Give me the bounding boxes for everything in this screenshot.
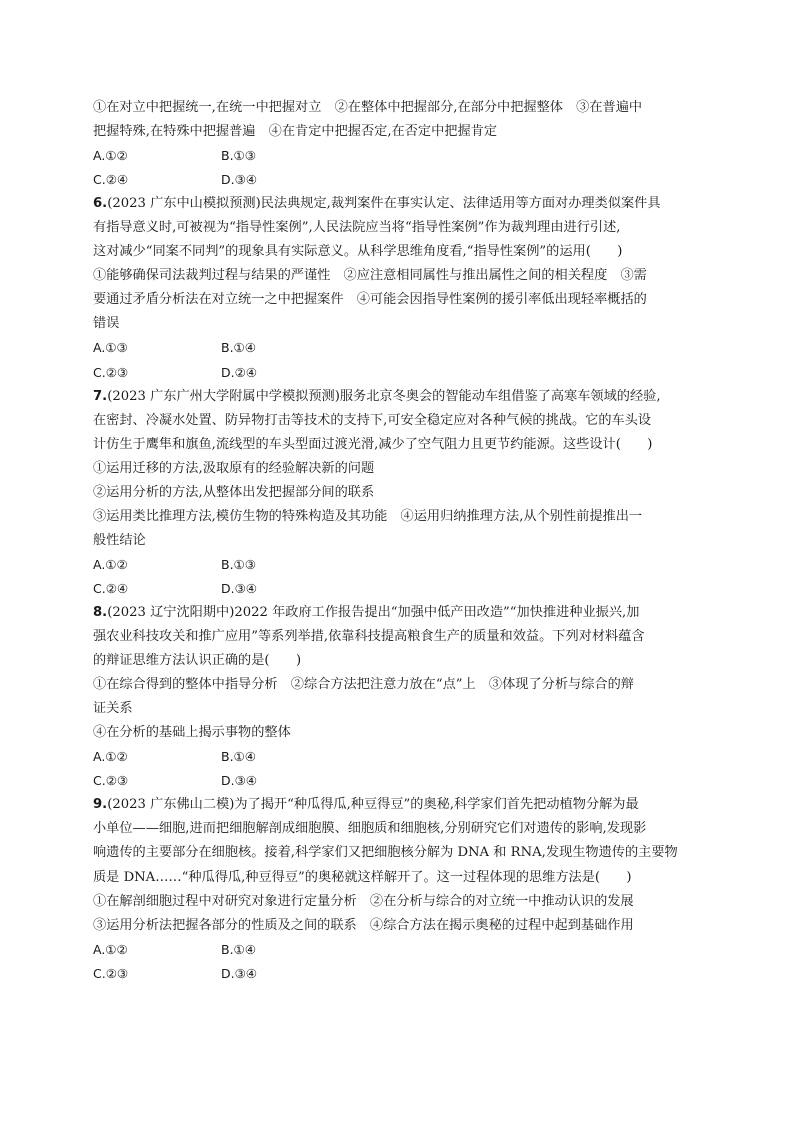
question-stem-line: 有指导意义时,可被视为“指导性案例”,人民法院应当将“指导性案例”作为裁判理由进行引述, xyxy=(93,220,621,236)
option-c[interactable]: C.②③ xyxy=(93,965,129,981)
option-c[interactable]: C.②④ xyxy=(93,172,129,188)
options-row xyxy=(93,144,703,168)
question-stem-line: 质是 DNA……“种瓜得瓜,种豆得豆”的奥秘就这样解开了。这一过程体现的思维方法是( ) xyxy=(93,869,632,885)
statement-line: 证关系 xyxy=(93,701,133,717)
options-row xyxy=(93,745,703,769)
option-c[interactable]: C.②④ xyxy=(93,580,129,596)
statement-line: ④在分析的基础上揭示事物的整体 xyxy=(93,725,291,741)
question-5-continuation xyxy=(93,96,703,192)
options-row xyxy=(93,769,703,793)
statement-line: ①能够确保司法裁判过程与结果的严谨性 ②应注意相同属性与推出属性之间的相关程度 ③需 xyxy=(93,268,647,284)
option-b[interactable]: B.①④ xyxy=(221,749,256,765)
question-number: 7. xyxy=(93,388,108,404)
question-9 xyxy=(93,793,703,985)
options-row xyxy=(93,336,703,360)
option-c[interactable]: C.②③ xyxy=(93,364,129,380)
options-row xyxy=(93,168,703,192)
option-a[interactable]: A.①② xyxy=(93,556,128,572)
statement-line: ①在解剖细胞过程中对研究对象进行定量分析 ②在分析与综合的对立统一中推动认识的发展 xyxy=(93,893,634,909)
question-8 xyxy=(93,601,703,793)
statement-line: 把握特殊,在特殊中把握普遍 ④在肯定中把握否定,在否定中把握肯定 xyxy=(93,124,498,140)
question-7 xyxy=(93,385,703,601)
option-a[interactable]: A.①③ xyxy=(93,340,128,356)
option-d[interactable]: D.③④ xyxy=(221,773,258,789)
option-b[interactable]: B.①④ xyxy=(221,340,256,356)
statement-line: ②运用分析的方法,从整体出发把握部分间的联系 xyxy=(93,484,375,500)
options-row xyxy=(93,938,703,962)
question-stem-line xyxy=(93,192,703,216)
question-stem: (2023 广东中山模拟预测)民法典规定,裁判案件在事实认定、法律适用等方面对办理类似案件具 xyxy=(107,196,661,212)
statement-line: ③运用分析法把握各部分的性质及之间的联系 ④综合方法在揭示奥秘的过程中起到基础作用 xyxy=(93,917,634,933)
statement-line: ①在综合得到的整体中指导分析 ②综合方法把注意力放在“点”上 ③体现了分析与综合的辩 xyxy=(93,677,634,693)
question-stem: (2023 辽宁沈阳期中)2022 年政府工作报告提出“加强中低产田改造”“加快推进种业振兴,加 xyxy=(107,604,640,620)
question-stem-line: 小单位——细胞,进而把细胞解剖成细胞膜、细胞质和细胞核,分别研究它们对遗传的影响,发现影 xyxy=(93,821,647,837)
option-a[interactable]: A.①② xyxy=(93,148,128,164)
question-stem-line xyxy=(93,385,703,409)
question-6 xyxy=(93,192,703,384)
question-page xyxy=(93,96,703,986)
option-c[interactable]: C.②③ xyxy=(93,773,129,789)
statement-line: 般性结论 xyxy=(93,532,146,548)
statement-line: ①运用迁移的方法,汲取原有的经验解决新的问题 xyxy=(93,460,375,476)
statement-line: ③运用类比推理方法,模仿生物的特殊构造及其功能 ④运用归纳推理方法,从个别性前提推出一 xyxy=(93,508,643,524)
statement-line: 要通过矛盾分析法在对立统一之中把握案件 ④可能会因指导性案例的援引率低出现轻率概括的 xyxy=(93,292,647,308)
option-d[interactable]: D.③④ xyxy=(221,580,258,596)
question-stem: (2023 广东广州大学附属中学模拟预测)服务北京冬奥会的智能动车组借鉴了高寒车领域的经验, xyxy=(107,388,661,404)
question-stem-line: 的辩证思维方法认识正确的是( ) xyxy=(93,653,302,669)
options-row xyxy=(93,577,703,601)
option-d[interactable]: D.③④ xyxy=(221,965,258,981)
options-row xyxy=(93,962,703,986)
option-a[interactable]: A.①② xyxy=(93,941,128,957)
options-row xyxy=(93,361,703,385)
question-stem: (2023 广东佛山二模)为了揭开“种瓜得瓜,种豆得豆”的奥秘,科学家们首先把动植物分解为最 xyxy=(107,797,639,813)
question-number: 9. xyxy=(93,797,108,813)
question-stem-line xyxy=(93,601,703,625)
question-stem-line: 计仿生于鹰隼和旗鱼,流线型的车头型面过渡光滑,减少了空气阻力且更节约能源。这些设计( ) xyxy=(93,436,653,452)
option-d[interactable]: D.②④ xyxy=(221,364,258,380)
option-d[interactable]: D.③④ xyxy=(221,172,258,188)
options-row xyxy=(93,553,703,577)
question-stem-line xyxy=(93,793,703,817)
question-stem-line: 在密封、冷凝水处置、防异物打击等技术的支持下,可安全稳定应对各种气候的挑战。它的车头设 xyxy=(93,412,652,428)
option-b[interactable]: B.①③ xyxy=(221,148,256,164)
question-number: 6. xyxy=(93,196,108,212)
option-b[interactable]: B.①③ xyxy=(221,556,256,572)
statement-line: ①在对立中把握统一,在统一中把握对立 ②在整体中把握部分,在部分中把握整体 ③在普遍中 xyxy=(93,100,643,115)
statement-line: 错误 xyxy=(93,316,120,332)
question-stem-line: 响遗传的主要部分在细胞核。接着,科学家们又把细胞核分解为 DNA 和 RNA,发现生物遗传的主要物 xyxy=(93,845,678,861)
question-stem-line: 这对减少“同案不同判”的现象具有实际意义。从科学思维角度看,“指导性案例”的运用( ) xyxy=(93,244,623,260)
question-number: 8. xyxy=(93,604,108,620)
option-b[interactable]: B.①④ xyxy=(221,941,256,957)
question-stem-line: 强农业科技攻关和推广应用”等系列举措,依靠科技提高粮食生产的质量和效益。下列对材料蕴含 xyxy=(93,629,645,645)
option-a[interactable]: A.①② xyxy=(93,749,128,765)
